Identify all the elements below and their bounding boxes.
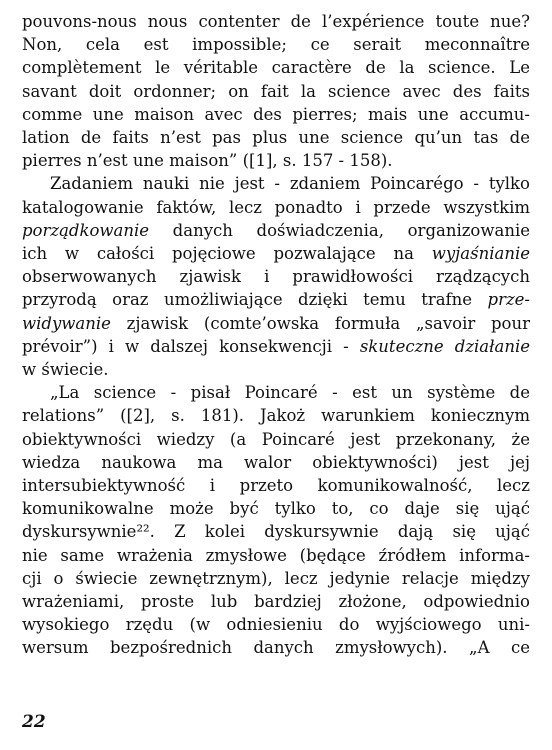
text-line: komunikowalne może być tylko to, co daje się ująć [22,499,530,519]
text-line: intersubiektywność i przeto komunikowalność, lecz [22,476,530,495]
text-line: wysokiego rzędu (w odniesieniu do wyjściowego uni- [22,615,530,635]
text-line: „La science - pisał Poincaré - est un système de [50,383,530,403]
text-line: relations” ([2], s. 181). Jakoż warunkiem koniecznym [22,406,530,426]
text-line [22,337,530,357]
text-segment: ich w całości pojęciowe pozwalające na [22,244,432,263]
text-line: savant doit ordonner; on fait la science avec des faits [22,81,530,101]
text-segment: danych doświadczenia, organizowanie [149,220,530,240]
emphasized-term: prze- [487,290,530,310]
text-line [22,221,530,241]
text-line: pouvons-nous nous contenter de l’expérience toute nue? [22,12,530,31]
text-segment: zjawisk (comte’owska formuła „savoir pour [110,313,530,333]
text-line [22,244,530,264]
text-line: comme une maison avec des pierres; mais une accumu- [22,104,530,124]
text-line: lation de faits n’est pas plus une science qu’un tas de [22,128,530,147]
text-line: Non, cela est impossible; ce serait meconnaître [22,35,530,55]
emphasized-term: skuteczne działanie [359,336,530,356]
text-segment: przyrodą oraz umożliwiające dzięki temu trafne [22,290,488,310]
text-line: w świecie. [22,360,109,379]
text-line: obiektywności wiedzy (a Poincaré jest przekonany, że [22,429,530,449]
text-segment: prévoir”) i w dalszej konsekwencji - [22,336,360,356]
page-number: 22 [22,712,46,732]
emphasized-term: porządkowanie [22,220,150,240]
text-line: dyskursywnie²². Z kolei dyskursywnie dają się ująć [22,522,530,542]
emphasized-term: wyjaśnianie [431,244,530,263]
text-line: wiedza naukowa ma walor obiektywności) jest jej [22,452,530,472]
text-line: cji o świecie zewnętrznym), lecz jedynie relacje między [22,568,530,588]
text-line: katalogowanie faktów, lecz ponadto i przede wszystkim [22,197,530,217]
text-line: wersum bezpośrednich danych zmysłowych). „A ce [22,638,530,658]
text-line: complètement le véritable caractère de la science. Le [22,58,530,78]
text-line: Zadaniem nauki nie jest - zdaniem Poincarégo - tylko [50,174,530,194]
text-line [22,314,530,334]
text-line: pierres n’est une maison” ([1], s. 157 - 158). [22,151,393,171]
text-line: obserwowanych zjawisk i prawidłowości rządzących [22,267,530,287]
emphasized-term: widywanie [22,313,111,333]
text-line: nie same wrażenia zmysłowe (będące źródłem informa- [22,545,530,565]
text-line: wrażeniami, proste lub bardziej złożone, odpowiednio [22,592,530,611]
text-line [22,290,530,310]
